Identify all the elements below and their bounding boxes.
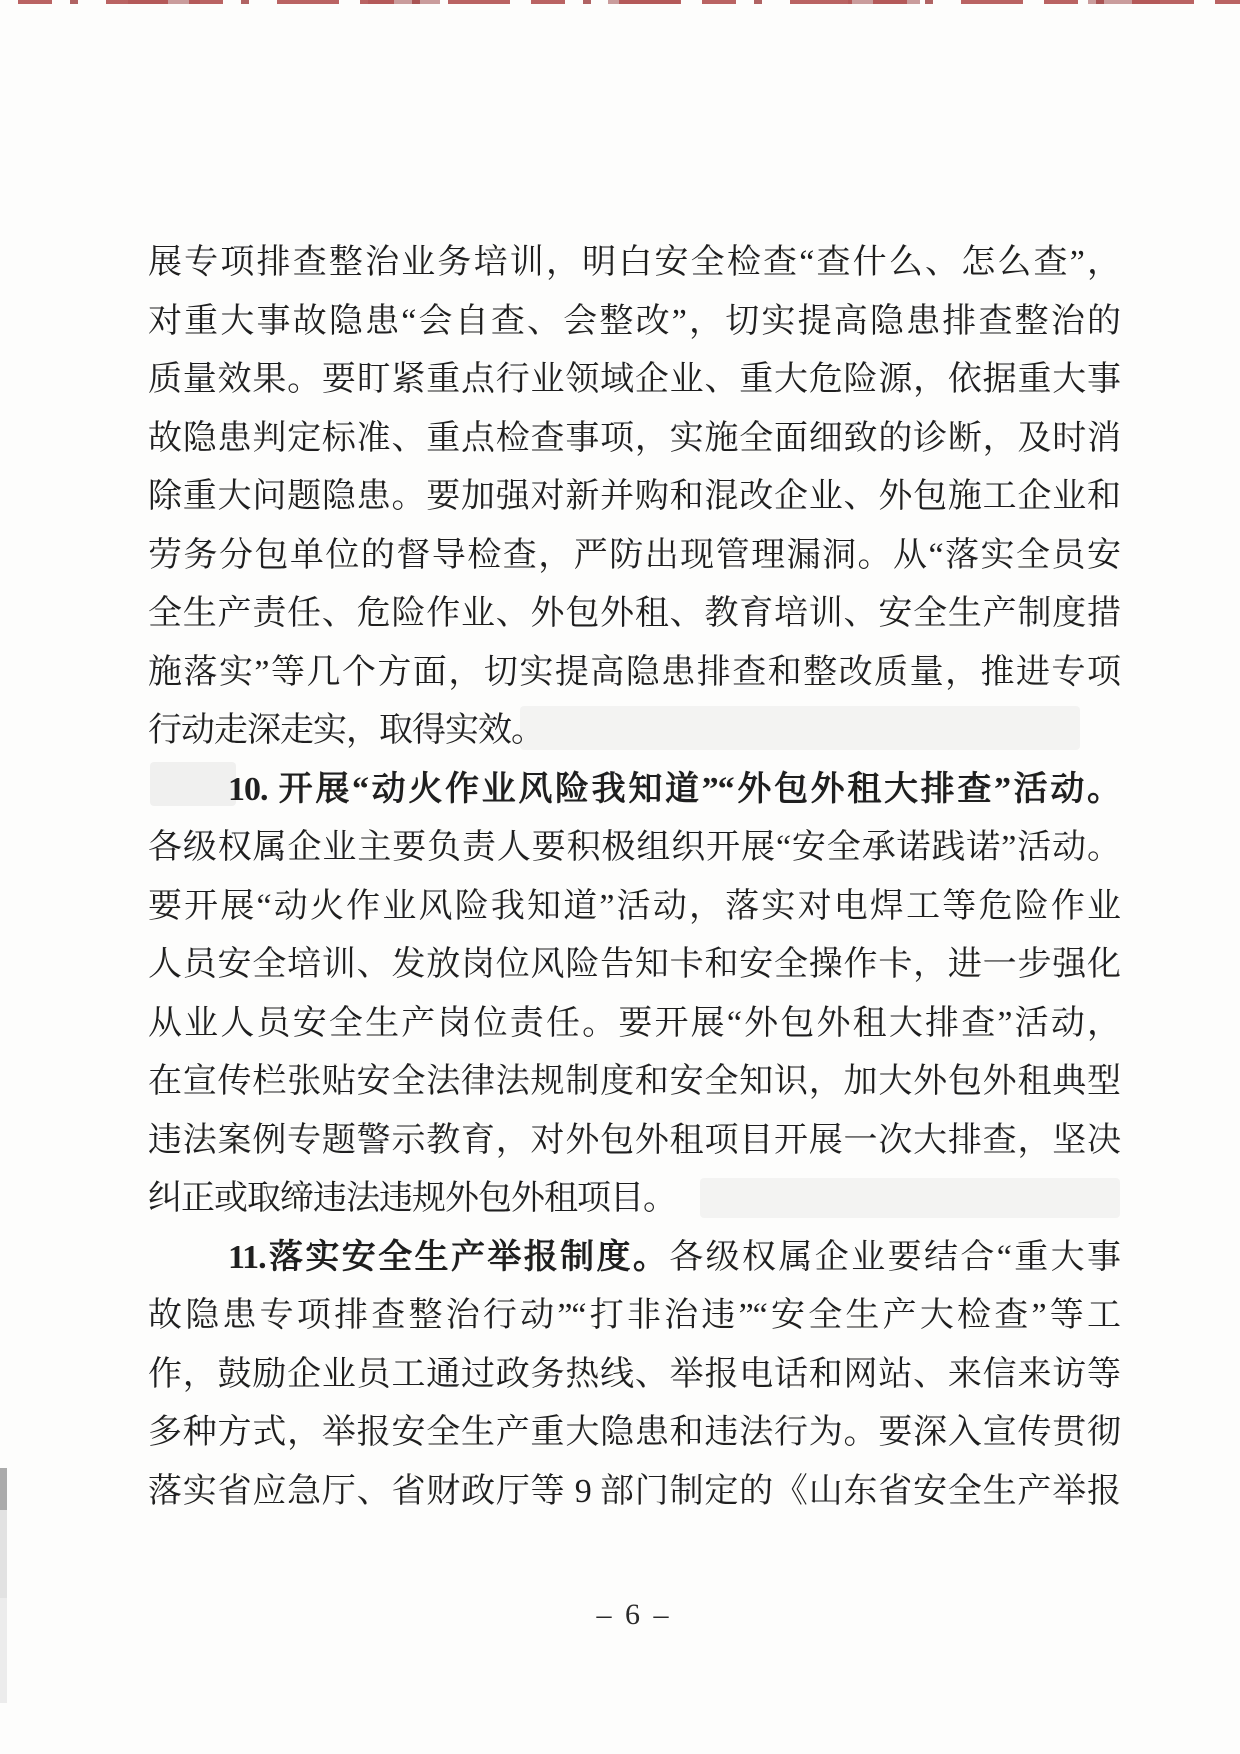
body-text: 行动走深走实，取得实效。 <box>148 712 544 749</box>
text-line <box>148 527 1120 586</box>
text-line <box>148 819 1120 878</box>
text-line <box>148 234 1120 293</box>
text-line <box>148 293 1120 352</box>
body-text: 作，鼓励企业员工通过政务热线、举报电话和网站、来信来访等 <box>148 1355 1120 1393</box>
body-text: 要开展“动火作业风险我知道”活动，落实对电焊工等危险作业 <box>148 887 1120 925</box>
text-line <box>148 1404 1120 1463</box>
text-line <box>148 761 1120 820</box>
text-line <box>148 585 1120 644</box>
body-text: 施落实”等几个方面，切实提高隐患排查和整改质量，推进专项 <box>148 653 1120 691</box>
body-text: 对重大事故隐患“会自查、会整改”，切实提高隐患排查整治的 <box>148 302 1120 340</box>
body-text: 各级权属企业要结合“重大事 <box>669 1238 1120 1276</box>
body-text: 纠正或取缔违法违规外包外租项目。 <box>148 1180 676 1217</box>
body-text: 展专项排查整治业务培训，明白安全检查“查什么、怎么查”， <box>148 244 1120 281</box>
body-text: 全生产责任、危险作业、外包外租、教育培训、安全生产制度措 <box>148 595 1120 632</box>
body-text: 各级权属企业主要负责人要积极组织开展“安全承诺践诺”活动。 <box>148 829 1120 866</box>
heading-text: 11.落实安全生产举报制度。 <box>228 1238 670 1276</box>
text-line <box>148 1287 1120 1346</box>
text-line <box>148 410 1120 469</box>
text-line <box>148 1170 1120 1229</box>
scan-left-edge-artifact <box>0 1468 7 1703</box>
body-text: 落实省应急厅、省财政厅等 9 部门制定的《山东省安全生产举报 <box>148 1472 1120 1510</box>
text-line <box>148 351 1120 410</box>
body-text: 人员安全培训、发放岗位风险告知卡和安全操作卡，进一步强化 <box>148 946 1120 983</box>
body-text: 违法案例专题警示教育，对外包外租项目开展一次大排查，坚决 <box>148 1121 1120 1159</box>
text-line <box>148 878 1120 937</box>
body-text: 劳务分包单位的督导检查，严防出现管理漏洞。从“落实全员安 <box>148 536 1120 574</box>
body-text: 从业人员安全生产岗位责任。要开展“外包外租大排查”活动， <box>148 1004 1120 1042</box>
text-line <box>148 644 1120 703</box>
text-line <box>148 1346 1120 1405</box>
document-body <box>148 234 1120 1521</box>
heading-text: 10. 开展“动火作业风险我知道”“外包外租大排查”活动。 <box>228 770 1120 808</box>
scan-top-edge-artifact <box>18 0 1240 4</box>
text-line <box>148 1112 1120 1171</box>
page-number: – 6 – <box>596 1598 672 1631</box>
body-text: 在宣传栏张贴安全法律法规制度和安全知识，加大外包外租典型 <box>148 1063 1120 1100</box>
text-line <box>148 468 1120 527</box>
body-text: 质量效果。要盯紧重点行业领域企业、重大危险源，依据重大事 <box>148 361 1120 398</box>
body-text: 多种方式，举报安全生产重大隐患和违法行为。要深入宣传贯彻 <box>148 1414 1120 1451</box>
body-text: 故隐患判定标准、重点检查事项，实施全面细致的诊断，及时消 <box>148 419 1120 457</box>
text-line <box>148 1229 1120 1288</box>
text-line <box>148 1053 1120 1112</box>
body-text: 除重大问题隐患。要加强对新并购和混改企业、外包施工企业和 <box>148 478 1120 515</box>
text-line <box>148 1463 1120 1522</box>
text-line <box>148 995 1120 1054</box>
text-line <box>148 702 1120 761</box>
text-line <box>148 936 1120 995</box>
body-text: 故隐患专项排查整治行动”“打非治违”“安全生产大检查”等工 <box>148 1297 1120 1334</box>
